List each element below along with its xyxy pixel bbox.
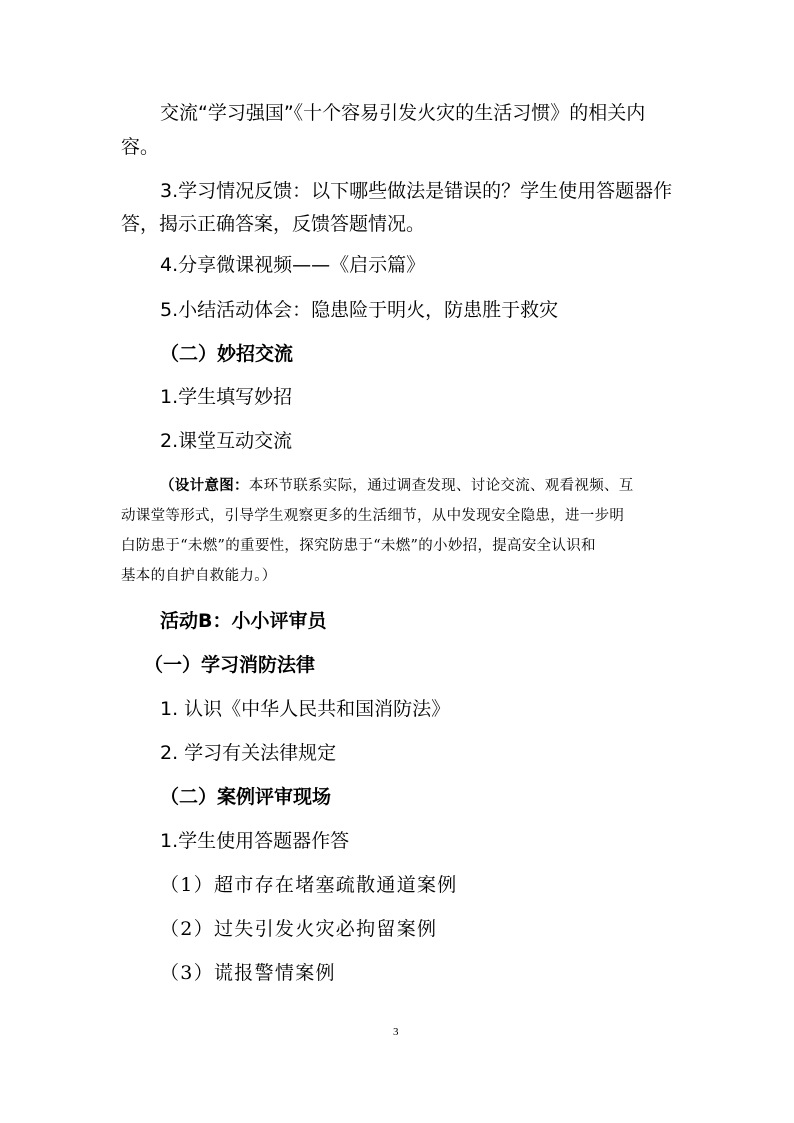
activity-b-heading: 活动B：小小评审员 [160, 610, 327, 632]
body-line-3: 3.学习情况反馈：以下哪些做法是错误的？学生使用答题器作 [160, 180, 673, 202]
page-number: 3 [393, 1026, 399, 1038]
case-item-1: （1）超市存在堵塞疏散通道案例 [160, 874, 458, 896]
body-line-5: 4.分享微课视频——《启示篇》 [160, 254, 426, 276]
body-line-law-2: 2. 学习有关法律规定 [160, 742, 337, 764]
body-line-answer: 1.学生使用答题器作答 [160, 830, 350, 852]
design-intent-line-3: 白防患于“未燃”的重要性，探究防患于“未燃”的小妙招，提高安全认识和 [121, 538, 596, 554]
subheading-fire-law: （一）学习消防法律 [144, 654, 316, 676]
body-line-4: 答，揭示正确答案，反馈答题情况。 [121, 213, 426, 235]
design-intent-line-2: 动课堂等形式，引导学生观察更多的生活细节，从中发现安全隐患，进一步明 [121, 508, 625, 524]
case-item-2: （2）过失引发火灾必拘留案例 [160, 918, 438, 940]
design-intent-line-4: 基本的自护自救能力。） [121, 568, 277, 584]
case-item-3: （3）谎报警情案例 [160, 962, 336, 984]
subheading-tips: （二）妙招交流 [160, 343, 294, 365]
design-intent-line-1 [160, 476, 634, 496]
design-intent-label: （设计意图： [160, 477, 249, 494]
design-intent-text: 本环节联系实际，通过调查发现、讨论交流、观看视频、互 [248, 478, 634, 494]
body-line-9: 2.课堂互动交流 [160, 430, 293, 452]
body-line-6: 5.小结活动体会：隐患险于明火，防患胜于救灾 [160, 299, 559, 321]
subheading-case-review: （二）案例评审现场 [160, 786, 332, 808]
body-line-law-1: 1. 认识《中华人民共和国消防法》 [160, 698, 451, 720]
body-line-2: 容。 [121, 136, 160, 158]
body-line-8: 1.学生填写妙招 [160, 386, 293, 408]
body-line-1: 交流“学习强国”《十个容易引发火灾的生活习惯》的相关内 [160, 102, 646, 124]
